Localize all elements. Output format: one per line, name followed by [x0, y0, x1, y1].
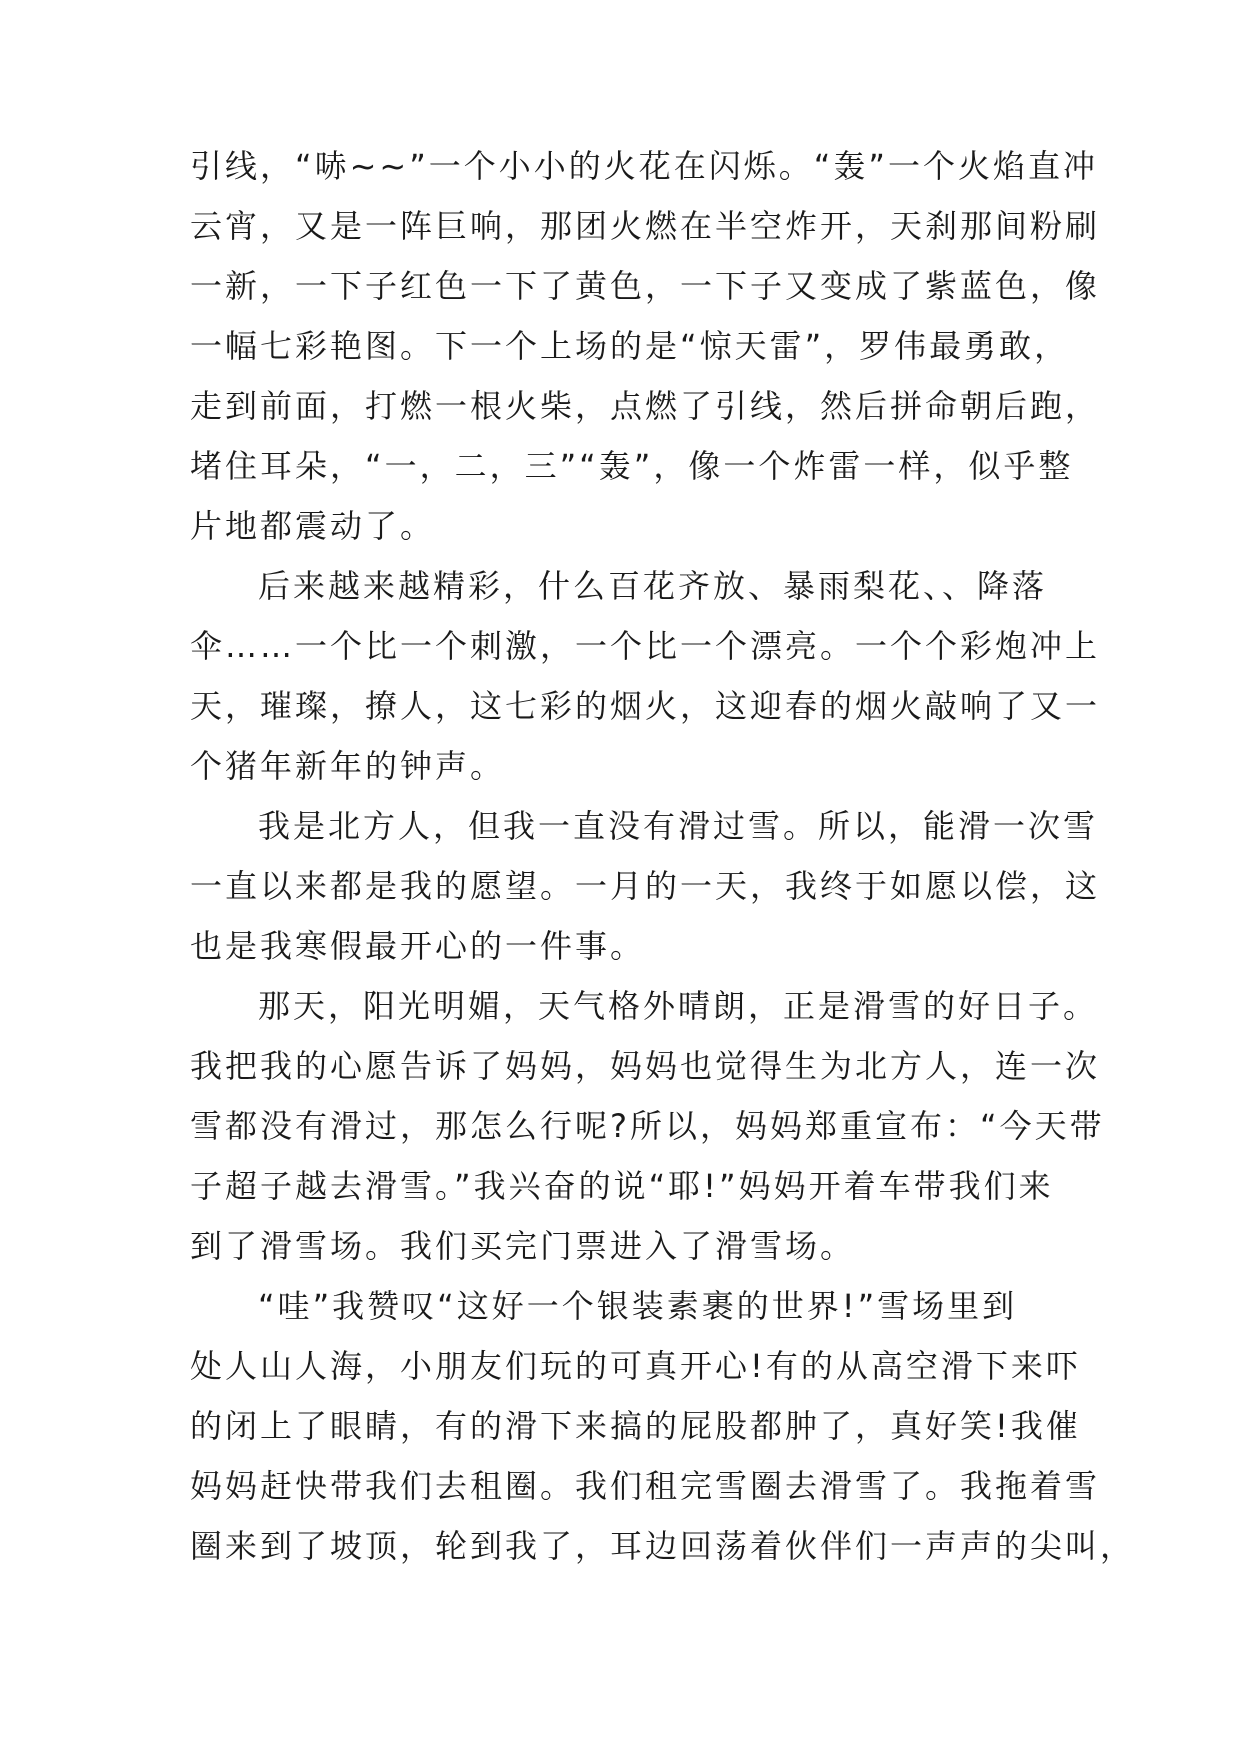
- text-line: 走到前面，打燃一根火柴，点燃了引线，然后拼命朝后跑，: [190, 387, 1101, 425]
- text-line: 后来越来越精彩，什么百花齐放、暴雨梨花、、降落: [258, 567, 1048, 605]
- text-line: 个猪年新年的钟声。: [190, 747, 506, 785]
- text-line: 一新，一下子红色一下了黄色，一下子又变成了紫蓝色，像: [190, 267, 1101, 305]
- text-line: 雪都没有滑过，那怎么行呢?所以，妈妈郑重宣布：“今天带: [190, 1107, 1105, 1145]
- text-line: 子超子越去滑雪。”我兴奋的说“耶!”妈妈开着车带我们来: [190, 1167, 1054, 1205]
- text-line: 的闭上了眼睛，有的滑下来搞的屁股都肿了，真好笑!我催: [190, 1407, 1081, 1445]
- text-line: 片地都震动了。: [190, 507, 436, 545]
- text-line: 引线，“哧~~”一个小小的火花在闪烁。“轰”一个火焰直冲: [190, 147, 1098, 185]
- text-line: 一直以来都是我的愿望。一月的一天，我终于如愿以偿，这: [190, 867, 1101, 905]
- text-line: 也是我寒假最开心的一件事。: [190, 927, 646, 965]
- text-line: 云宵，又是一阵巨响，那团火燃在半空炸开，天刹那间粉刷: [190, 207, 1101, 245]
- text-line: 堵住耳朵，“一，二，三”“轰”，像一个炸雷一样，似乎整: [190, 447, 1074, 485]
- text-line: 我把我的心愿告诉了妈妈，妈妈也觉得生为北方人，连一次: [190, 1047, 1101, 1085]
- text-line: 伞……一个比一个刺激，一个比一个漂亮。一个个彩炮冲上: [190, 627, 1101, 665]
- text-line: 妈妈赶快带我们去租圈。我们租完雪圈去滑雪了。我拖着雪: [190, 1467, 1101, 1505]
- text-line: 到了滑雪场。我们买完门票进入了滑雪场。: [190, 1227, 856, 1265]
- text-line: 一幅七彩艳图。下一个上场的是“惊天雷”，罗伟最勇敢，: [190, 327, 1070, 365]
- text-line: “哇”我赞叹“这好一个银装素裹的世界!”雪场里到: [258, 1287, 1018, 1325]
- text-line: 我是北方人，但我一直没有滑过雪。所以，能滑一次雪: [258, 807, 1099, 845]
- text-line: 那天，阳光明媚，天气格外晴朗，正是滑雪的好日子。: [258, 987, 1099, 1025]
- text-line: 处人山人海，小朋友们玩的可真开心!有的从高空滑下来吓: [190, 1347, 1081, 1385]
- text-line: 天，璀璨，撩人，这七彩的烟火，这迎春的烟火敲响了又一: [190, 687, 1101, 725]
- text-line: 圈来到了坡顶，轮到我了，耳边回荡着伙伴们一声声的尖叫，: [190, 1527, 1136, 1565]
